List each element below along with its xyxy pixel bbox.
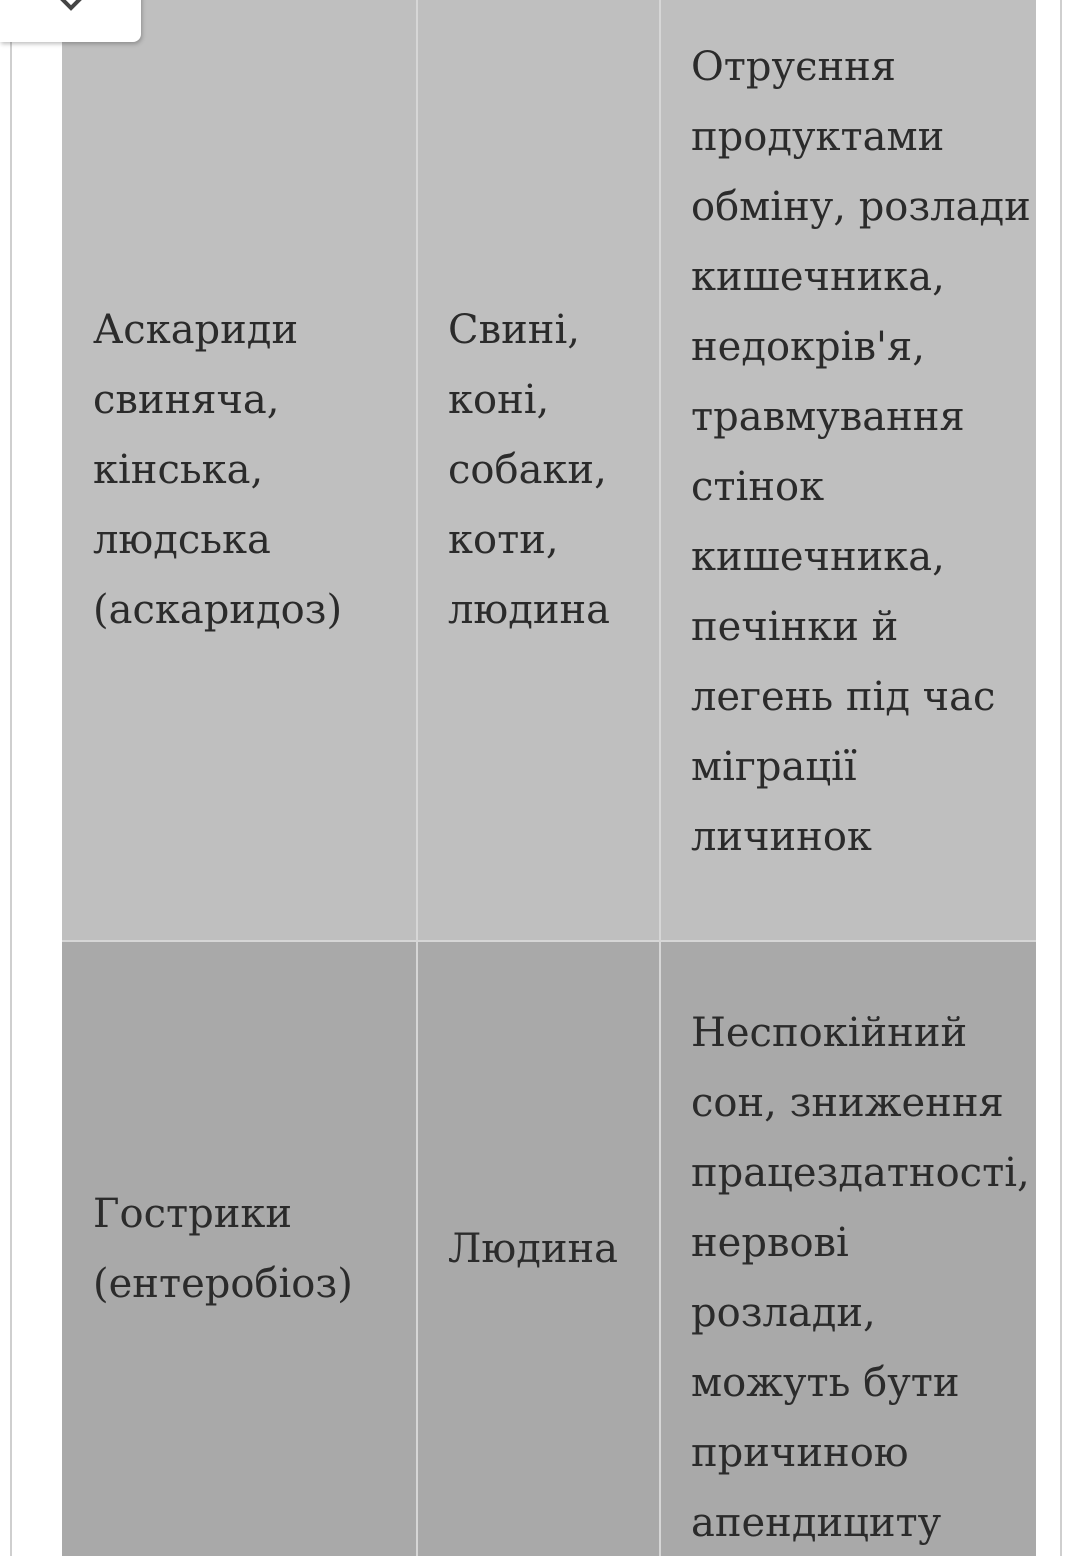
harm-line: продуктами	[691, 114, 945, 160]
parasite-line: людська	[93, 517, 271, 563]
harm-line: Неспокійний	[691, 1010, 968, 1056]
harm-line: личинок	[691, 814, 872, 860]
parasite-line: (ентеробіоз)	[93, 1261, 353, 1307]
close-icon	[48, 0, 94, 20]
hosts-line: людина	[448, 587, 611, 633]
parasite-line: свиняча,	[93, 377, 280, 423]
harm-cell	[659, 942, 1036, 1556]
hosts-cell	[416, 942, 659, 1556]
harm-line: міграції	[691, 744, 857, 790]
hosts-line: Людина	[448, 1226, 618, 1272]
harm-line: обміну, розлади	[691, 184, 1031, 230]
harm-line: Отруєння	[691, 44, 897, 90]
hosts-line: коні,	[448, 377, 550, 423]
hosts-line: собаки,	[448, 447, 607, 493]
table-row	[62, 0, 1036, 940]
harm-line: стінок	[691, 464, 825, 510]
harm-line: працездатності,	[691, 1150, 1030, 1196]
parasite-cell	[62, 0, 416, 940]
harm-line: печінки й	[691, 604, 899, 650]
harm-line: нервові	[691, 1220, 849, 1266]
harm-line: кишечника,	[691, 254, 945, 300]
parasite-line: Аскариди	[93, 307, 299, 353]
harm-cell	[659, 0, 1036, 940]
hosts-line: коти,	[448, 517, 559, 563]
harm-line: причиною	[691, 1430, 909, 1476]
content-frame	[10, 0, 1062, 1556]
harm-line: сон, зниження	[691, 1080, 1004, 1126]
harm-line: недокрів'я,	[691, 324, 925, 370]
harm-line: кишечника,	[691, 534, 945, 580]
parasite-line: (аскаридоз)	[93, 587, 343, 633]
parasite-line: Гострики	[93, 1191, 293, 1237]
close-button[interactable]	[0, 0, 141, 42]
harm-line: розлади,	[691, 1290, 876, 1336]
parasites-table	[62, 0, 1036, 1556]
table-row	[62, 940, 1036, 1556]
hosts-line: Свині,	[448, 307, 580, 353]
parasite-cell	[62, 942, 416, 1556]
hosts-cell	[416, 0, 659, 940]
harm-line: можуть бути	[691, 1360, 960, 1406]
harm-line: травмування	[691, 394, 965, 440]
harm-line: апендициту	[691, 1500, 942, 1546]
parasite-line: кінська,	[93, 447, 264, 493]
harm-line: легень під час	[691, 674, 996, 720]
